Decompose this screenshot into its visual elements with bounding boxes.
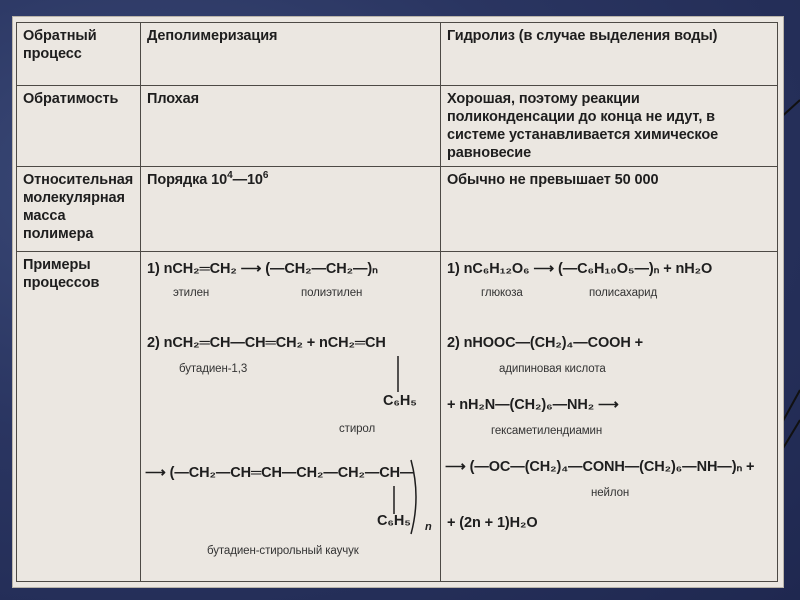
bond-line <box>393 356 403 392</box>
equation-water: + (2n + 1)H₂O <box>447 515 538 531</box>
label-ethylene: этилен <box>173 287 210 299</box>
equation-rubber: ⟶ (—CH₂—CH═CH—CH₂—CH₂—CH— <box>145 465 415 481</box>
table-row <box>17 167 778 252</box>
label-styrene: стирол <box>339 423 376 435</box>
table-row <box>17 86 778 167</box>
equation-glucose: 1) nC₆H₁₂O₆ ⟶ (—C₆H₁₀O₅—)ₙ + nH₂O <box>447 261 713 277</box>
label-glucose: глюкоза <box>481 287 523 299</box>
label-polysaccharide: полисахарид <box>589 287 658 299</box>
cell-mass-order: Порядка $10^4—10^6$ <box>141 167 441 252</box>
cell-depolymerization: Деполимеризация <box>141 23 441 86</box>
label-hexamethylenediamine: гексаметилендиамин <box>491 425 603 437</box>
cell-reversibility-good: Хорошая, поэтому реакции поликонденсации до конца не идут, в системе устанавливается химическое равновесие <box>441 86 778 167</box>
substituent-phenyl: C₆H₅ <box>383 393 417 409</box>
label-polyethylene: полиэтилен <box>301 287 363 299</box>
bracket-right <box>409 458 423 536</box>
equation-nylon: ⟶ (—OC—(CH₂)₄—CONH—(CH₂)₆—NH—)ₙ + <box>445 459 755 475</box>
row-label: Обратный процесс <box>17 23 141 86</box>
label-nylon: нейлон <box>591 487 630 499</box>
cell-examples-hydrolysis <box>441 252 778 582</box>
row-label: Обратимость <box>17 86 141 167</box>
table-row <box>17 252 778 582</box>
bond-line <box>389 486 399 514</box>
cell-hydrolysis: Гидролиз (в случае выделения воды) <box>441 23 778 86</box>
label-butadiene: бутадиен-1,3 <box>179 363 248 375</box>
comparison-table <box>16 22 778 582</box>
label-adipic-acid: адипиновая кислота <box>499 363 606 375</box>
equation-adipic-acid: 2) nHOOC—(CH₂)₄—COOH + <box>447 335 644 351</box>
table-row <box>17 23 778 86</box>
cell-reversibility-poor: Плохая <box>141 86 441 167</box>
row-label: Примеры процессов <box>17 252 141 582</box>
row-label: Относительная молекулярная масса полимера <box>17 167 141 252</box>
cell-mass-limit: Обычно не превышает 50 000 <box>441 167 778 252</box>
label-butadiene-styrene-rubber: бутадиен-стирольный каучук <box>207 545 359 557</box>
substituent-phenyl: C₆H₅ <box>377 513 411 529</box>
cell-examples-depolymerization <box>141 252 441 582</box>
polymer-index-n: n <box>425 521 432 533</box>
equation-butadiene-styrene: 2) nCH₂═CH—CH═CH₂ + nCH₂═CH <box>147 335 386 351</box>
document-page <box>12 16 784 588</box>
equation-hexamethylenediamine: + nH₂N—(CH₂)₆—NH₂ ⟶ <box>447 397 619 413</box>
equation-ethylene: 1) nCH₂═CH₂ ⟶ (—CH₂—CH₂—)ₙ <box>147 261 378 277</box>
